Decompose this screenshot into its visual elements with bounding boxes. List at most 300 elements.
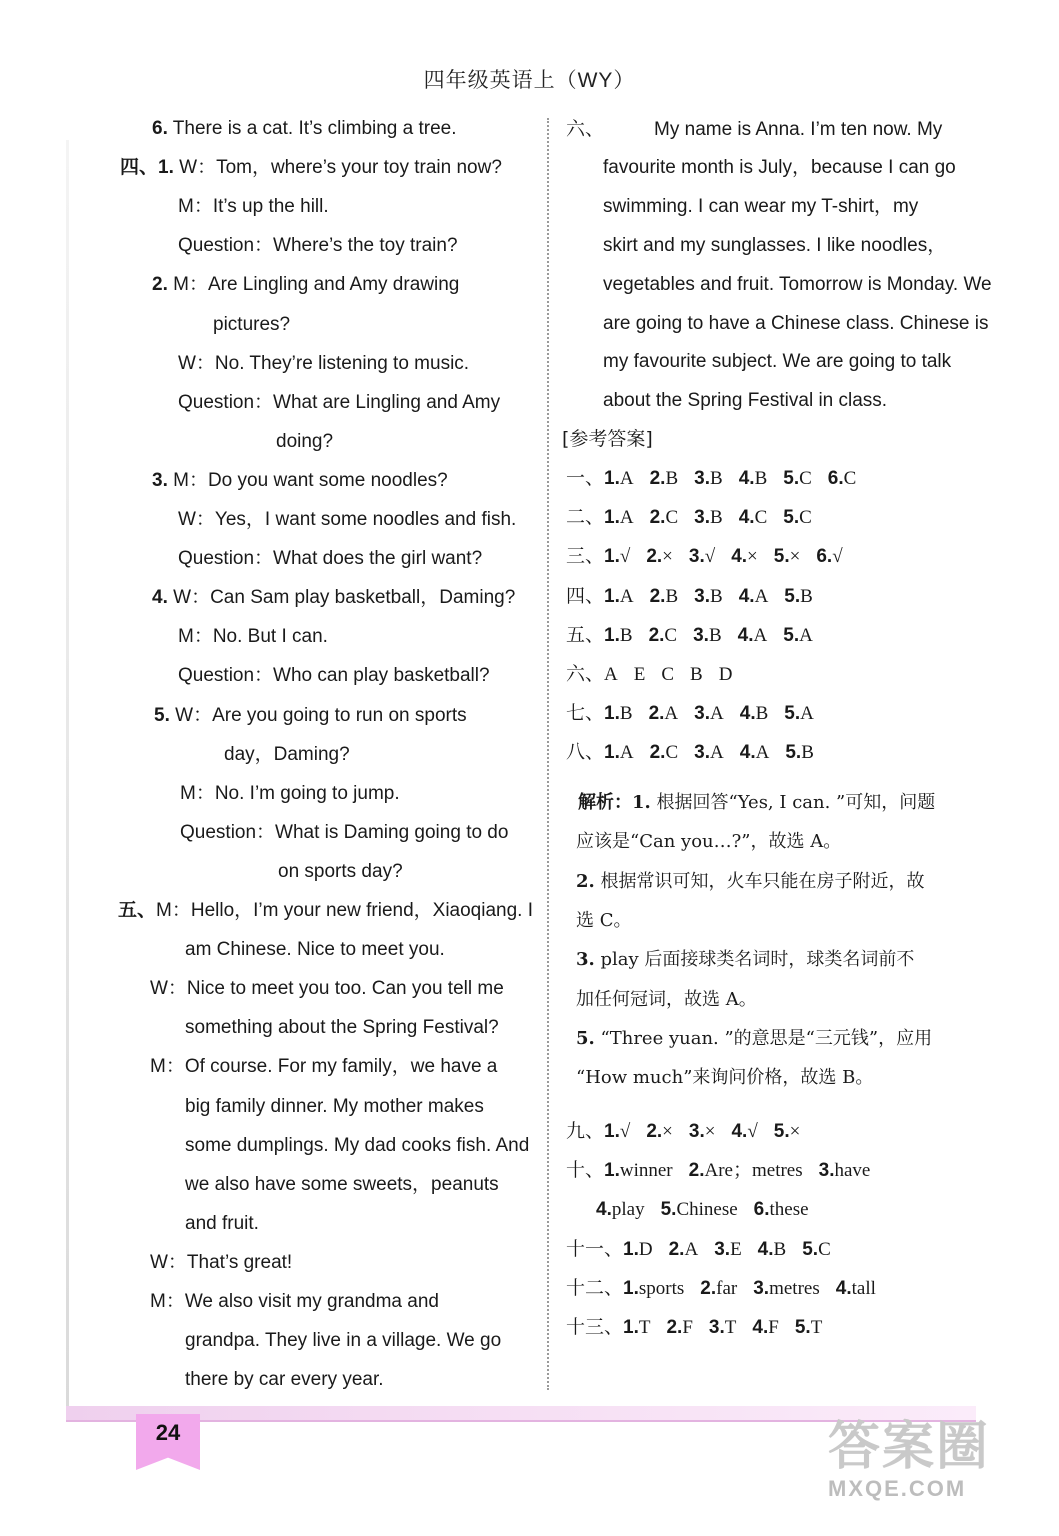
answer-number: 5. xyxy=(773,1121,790,1142)
section-marker: 十二、 xyxy=(566,1277,624,1299)
analysis-text: 加任何冠词，故选 A。 xyxy=(576,988,757,1010)
section-marker: 七、 xyxy=(566,702,605,725)
answer-row xyxy=(566,1118,816,1145)
left-line xyxy=(213,312,290,338)
answer-value: C xyxy=(665,507,679,529)
answer-number: 1. xyxy=(604,1160,620,1181)
analysis-marker: 解析：1. xyxy=(578,792,651,813)
answer-item xyxy=(604,664,618,685)
answer-item xyxy=(774,1121,801,1142)
answer-value: B xyxy=(800,585,813,607)
analysis-marker: 2. xyxy=(576,870,595,892)
analysis-line xyxy=(576,1026,932,1052)
left-line xyxy=(152,272,459,298)
answer-number: 1. xyxy=(604,468,620,489)
answer-item xyxy=(623,1239,653,1260)
answer-row xyxy=(566,1275,892,1302)
answer-value: B xyxy=(754,468,768,489)
left-line xyxy=(150,976,504,1002)
left-line xyxy=(178,233,458,259)
answer-number: 1. xyxy=(604,1121,620,1142)
answer-value: C xyxy=(843,468,857,489)
answer-item xyxy=(634,664,646,685)
left-line xyxy=(185,1094,484,1120)
answer-value: √ xyxy=(704,546,716,568)
answer-item xyxy=(836,1278,876,1299)
answer-value: A xyxy=(664,703,679,725)
answer-number: 5. xyxy=(783,507,800,529)
answer-item xyxy=(709,1317,736,1338)
analysis-marker: 5. xyxy=(576,1027,595,1049)
answer-value: A xyxy=(710,703,724,725)
answer-value: A xyxy=(754,585,769,607)
left-line xyxy=(185,1211,259,1237)
answer-item xyxy=(650,507,679,528)
answer-row xyxy=(566,504,828,531)
answer-number: 1. xyxy=(604,546,620,568)
left-line-text: Question：What is Daming going to do xyxy=(180,821,509,843)
answer-row xyxy=(566,465,872,492)
analysis-line xyxy=(576,908,632,934)
answer-item xyxy=(689,1121,716,1142)
answer-value: T xyxy=(724,1317,737,1338)
passage-text: about the Spring Festival in class. xyxy=(603,390,888,412)
answer-number: 5. xyxy=(783,624,800,646)
answer-row xyxy=(566,543,859,570)
answer-value: these xyxy=(769,1199,809,1220)
passage-text: My name is Anna. I’m ten now. My xyxy=(654,119,943,140)
answer-item xyxy=(739,507,768,528)
answer-number: 1. xyxy=(604,507,620,529)
answer-row xyxy=(566,583,829,610)
left-line xyxy=(185,937,445,963)
left-line-text: There is a cat. It’s climbing a tree. xyxy=(167,118,457,139)
answer-item xyxy=(802,1239,831,1260)
left-line-marker: 6. xyxy=(152,118,168,139)
analysis-text: “Three yuan. ”的意思是“三元钱”，应用 xyxy=(594,1027,933,1049)
analysis-line xyxy=(576,829,841,855)
watermark-url: MXQE.COM xyxy=(828,1476,967,1501)
left-line-marker: 4. xyxy=(152,587,168,609)
passage-text: are going to have a Chinese class. Chinese is xyxy=(603,312,989,334)
answer-number: 2. xyxy=(648,703,665,725)
section-marker: 八、 xyxy=(566,741,605,764)
passage-line xyxy=(603,155,956,181)
passage-text: vegetables and fruit. Tomorrow is Monday. We xyxy=(603,273,992,295)
left-line-marker: 五、 xyxy=(118,900,157,921)
answer-item xyxy=(661,664,674,685)
left-line-text: M：No. I’m going to jump. xyxy=(180,782,400,804)
answer-item xyxy=(739,586,769,607)
answer-value: A xyxy=(604,664,618,685)
answer-number: 5. xyxy=(794,1317,811,1338)
section-marker: 六、 xyxy=(566,118,605,140)
answer-value: F xyxy=(682,1317,693,1338)
answer-number: 5. xyxy=(660,1199,677,1220)
answer-row xyxy=(566,661,748,688)
answer-row xyxy=(566,700,830,727)
answer-item xyxy=(623,1317,650,1338)
answer-item xyxy=(649,625,678,646)
answer-item xyxy=(774,546,801,567)
answer-item xyxy=(666,1317,692,1338)
left-line-text: W：Yes，I want some noodles and fish. xyxy=(178,509,517,530)
left-line-text: W：Can Sam play basketball，Daming? xyxy=(167,587,516,609)
answer-item xyxy=(604,586,634,607)
left-line xyxy=(150,1250,292,1276)
left-line-text: Question：Who can play basketball? xyxy=(178,665,490,687)
left-line-text: big family dinner. My mother makes xyxy=(185,1095,484,1117)
answer-item xyxy=(661,1199,738,1220)
left-border xyxy=(66,140,69,1420)
answer-number: 2. xyxy=(649,468,666,489)
answer-item xyxy=(650,586,679,607)
answer-value: × xyxy=(662,1121,673,1142)
answer-item xyxy=(740,742,770,763)
answer-item xyxy=(604,468,634,489)
answer-number: 1. xyxy=(604,585,620,607)
left-line-text: grandpa. They live in a village. We go xyxy=(185,1330,502,1352)
answer-number: 2. xyxy=(648,624,665,646)
answer-item xyxy=(795,1317,822,1338)
answer-item xyxy=(783,625,813,646)
answer-number: 1. xyxy=(604,703,620,725)
left-line-text: pictures? xyxy=(213,313,291,335)
answer-value: B xyxy=(708,624,722,646)
left-line xyxy=(185,1172,499,1198)
answer-number: 2. xyxy=(646,546,663,568)
answer-number: 4. xyxy=(596,1199,612,1220)
answer-value: C xyxy=(661,664,675,685)
answer-item xyxy=(753,1278,820,1299)
section-marker: 十、 xyxy=(566,1159,605,1181)
answer-number: 2. xyxy=(700,1278,717,1299)
answer-value: B xyxy=(755,703,769,725)
answer-value: E xyxy=(633,664,646,685)
left-line xyxy=(178,194,329,220)
answer-item xyxy=(693,625,722,646)
answer-row xyxy=(566,739,830,766)
left-line-marker: 5. xyxy=(154,704,170,726)
answer-number: 6. xyxy=(753,1199,770,1220)
answer-value: × xyxy=(789,1121,801,1142)
answer-value: have xyxy=(834,1160,871,1181)
answer-item xyxy=(646,546,673,567)
answer-value: T xyxy=(638,1317,651,1338)
answer-value: A xyxy=(755,742,770,764)
answer-value: play xyxy=(611,1199,645,1220)
answer-value: × xyxy=(704,1121,716,1142)
answer-value: A xyxy=(619,585,634,607)
answer-item xyxy=(740,703,769,724)
answer-number: 2. xyxy=(649,507,666,529)
analysis-text: play 后面接球类名词时，球类名词前不 xyxy=(594,949,915,971)
answer-number: 3. xyxy=(688,1121,705,1142)
answer-value: T xyxy=(810,1317,823,1338)
answer-number: 5. xyxy=(773,546,790,568)
analysis-marker: 3. xyxy=(576,949,595,971)
answer-item xyxy=(738,625,768,646)
left-line xyxy=(185,1367,384,1393)
answer-item xyxy=(646,1121,673,1142)
answer-row xyxy=(566,1236,847,1263)
answer-value: F xyxy=(768,1317,779,1338)
answer-item xyxy=(816,546,842,567)
analysis-line xyxy=(578,790,935,816)
watermark-logo: 答案圈 xyxy=(828,1418,991,1476)
left-line xyxy=(178,351,469,377)
left-line xyxy=(150,1289,439,1315)
answer-number: 3. xyxy=(714,1239,731,1260)
answer-number: 2. xyxy=(649,742,666,764)
answer-value: √ xyxy=(747,1121,758,1142)
left-line-text: on sports day? xyxy=(278,860,403,882)
answer-item xyxy=(689,546,715,567)
section-marker: 二、 xyxy=(566,506,605,529)
left-line xyxy=(152,585,515,611)
left-line xyxy=(154,703,467,729)
answer-number: 5. xyxy=(785,742,802,764)
answer-value: B xyxy=(690,664,703,685)
left-line xyxy=(278,859,403,885)
answer-item xyxy=(690,664,703,685)
left-line-text: W：Tom，where’s your toy train now? xyxy=(173,157,502,179)
answer-item xyxy=(739,468,768,489)
answer-value: metres xyxy=(769,1278,820,1299)
left-line xyxy=(224,742,350,768)
answer-value: B xyxy=(665,585,679,607)
left-line xyxy=(178,663,490,689)
passage-line xyxy=(603,194,918,220)
section-marker: 十一、 xyxy=(566,1238,624,1260)
answer-value: winner xyxy=(619,1160,673,1181)
answer-value: √ xyxy=(619,546,631,568)
left-line xyxy=(180,781,400,807)
passage-text: favourite month is July，because I can go xyxy=(603,156,956,178)
answer-value: D xyxy=(718,664,733,685)
answer-item xyxy=(604,742,634,763)
analysis-text: 应该是“Can you…?”，故选 A。 xyxy=(576,831,842,853)
passage-line xyxy=(566,116,942,143)
answers-heading: [参考答案] xyxy=(562,428,653,450)
left-line-text: am Chinese. Nice to meet you. xyxy=(185,939,445,961)
left-line xyxy=(120,155,502,181)
section-marker: 一、 xyxy=(566,467,605,489)
answer-number: 4. xyxy=(731,1121,748,1142)
answer-item xyxy=(604,703,633,724)
answer-item xyxy=(784,703,814,724)
analysis-line xyxy=(576,947,914,973)
answer-value: far xyxy=(716,1278,738,1299)
passage-line xyxy=(603,311,989,337)
section-marker: 四、 xyxy=(566,584,605,607)
answer-item xyxy=(694,586,723,607)
answer-value: A xyxy=(619,468,634,489)
answer-value: C xyxy=(818,1239,831,1260)
left-line xyxy=(185,1328,501,1354)
answer-item xyxy=(731,546,758,567)
answer-item xyxy=(714,1239,741,1260)
answer-number: 4. xyxy=(738,468,755,489)
left-line xyxy=(178,390,500,416)
answer-number: 2. xyxy=(668,1239,685,1260)
left-line-text: some dumplings. My dad cooks fish. And xyxy=(185,1134,530,1156)
answer-item xyxy=(785,742,814,763)
answer-value: √ xyxy=(832,546,843,568)
answer-value: × xyxy=(789,546,801,568)
left-line xyxy=(180,820,508,846)
answer-number: 4. xyxy=(739,742,756,764)
left-line xyxy=(185,1133,529,1159)
left-line-text: M：It’s up the hill. xyxy=(178,196,329,218)
answer-row xyxy=(596,1197,825,1223)
analysis-text: “How much”来询问价格，故选 B。 xyxy=(576,1067,874,1089)
answer-number: 3. xyxy=(818,1160,835,1181)
left-line-text: W：That’s great! xyxy=(150,1251,293,1273)
answer-number: 3. xyxy=(753,1278,770,1299)
answer-number: 4. xyxy=(738,507,755,529)
answer-value: tall xyxy=(851,1278,876,1299)
answer-number: 3. xyxy=(694,585,711,607)
answer-number: 2. xyxy=(688,1160,705,1181)
left-line-marker: 四、1. xyxy=(120,157,174,179)
answer-item xyxy=(819,1160,871,1181)
answer-item xyxy=(689,1160,803,1181)
left-line-text: there by car every year. xyxy=(185,1369,384,1391)
answer-value: B xyxy=(619,703,633,725)
left-line-text: doing? xyxy=(276,430,334,452)
answer-item xyxy=(650,742,679,763)
answer-number: 5. xyxy=(784,703,801,725)
answer-item xyxy=(719,664,733,685)
answer-number: 3. xyxy=(694,507,711,529)
answer-row xyxy=(566,622,829,649)
answer-number: 1. xyxy=(623,1278,639,1299)
answer-number: 1. xyxy=(623,1317,639,1338)
answer-number: 5. xyxy=(784,585,801,607)
answer-item xyxy=(604,546,630,567)
left-line xyxy=(118,898,533,924)
passage-line xyxy=(603,388,887,414)
left-line-text: M：Do you want some noodles? xyxy=(167,469,448,491)
answer-number: 1. xyxy=(604,624,620,646)
answer-value: × xyxy=(662,546,673,568)
answer-number: 3. xyxy=(708,1317,725,1338)
left-line xyxy=(276,429,333,455)
answer-value: B xyxy=(710,585,723,607)
answer-value: C xyxy=(664,624,678,646)
answer-value: A xyxy=(684,1239,699,1260)
left-line-marker: 3. xyxy=(152,469,168,491)
answer-item xyxy=(604,1160,673,1181)
answer-item xyxy=(694,507,723,528)
answer-value: A xyxy=(800,703,814,725)
column-divider xyxy=(547,118,549,1390)
section-marker: 九、 xyxy=(566,1120,605,1142)
answer-value: B xyxy=(665,468,679,489)
answer-value: A xyxy=(619,742,634,764)
answer-value: B xyxy=(710,507,723,529)
left-line xyxy=(185,1015,499,1041)
answer-number: 4. xyxy=(738,585,755,607)
answer-item xyxy=(604,507,634,528)
answer-item xyxy=(694,703,724,724)
answer-number: 4. xyxy=(739,703,756,725)
left-line-text: Question：What are Lingling and Amy xyxy=(178,391,501,413)
left-line-text: we also have some sweets，peanuts xyxy=(185,1173,499,1195)
left-line-text: something about the Spring Festival? xyxy=(185,1017,499,1039)
passage-text: swimming. I can wear my T-shirt，my xyxy=(603,195,919,217)
answer-value: E xyxy=(730,1239,742,1260)
answer-item xyxy=(783,468,812,489)
answer-value: sports xyxy=(638,1278,685,1299)
left-line-text: M：Are Lingling and Amy drawing xyxy=(167,274,460,296)
left-line-text: Question：Where’s the toy train? xyxy=(178,235,458,257)
passage-text: skirt and my sunglasses. I like noodles， xyxy=(603,234,947,256)
answer-item xyxy=(596,1199,645,1220)
analysis-text: 选 C。 xyxy=(576,909,632,931)
section-marker: 五、 xyxy=(566,623,605,646)
answer-number: 4. xyxy=(757,1239,774,1260)
answer-value: A xyxy=(753,624,768,646)
answer-item xyxy=(731,1121,757,1142)
answer-item xyxy=(758,1239,787,1260)
answer-item xyxy=(604,625,633,646)
answer-number: 3. xyxy=(694,742,711,764)
left-line xyxy=(178,624,328,650)
left-line-text: W：Nice to meet you too. Can you tell me xyxy=(150,978,504,1000)
section-marker: 十三、 xyxy=(566,1316,624,1338)
page-number: 24 xyxy=(155,1420,181,1445)
left-line-text: M：No. But I can. xyxy=(178,626,328,648)
left-line-text: day，Daming? xyxy=(224,743,350,765)
left-line-text: M：Hello，I’m your new friend，Xiaoqiang. I xyxy=(156,900,534,921)
answer-number: 4. xyxy=(731,546,748,568)
answer-value: B xyxy=(773,1239,787,1260)
answer-value: A xyxy=(710,742,724,764)
analysis-line xyxy=(576,869,925,895)
analysis-line xyxy=(576,1065,873,1091)
watermark xyxy=(828,1418,1053,1528)
answer-number: 5. xyxy=(783,468,800,489)
answer-item xyxy=(650,468,679,489)
answer-item xyxy=(694,742,724,763)
answer-value: C xyxy=(799,468,812,489)
answer-value: × xyxy=(747,546,758,568)
section-marker: 三、 xyxy=(566,545,605,568)
left-line-text: W：Are you going to run on sports xyxy=(169,704,467,726)
left-line-text: W：No. They’re listening to music. xyxy=(178,352,470,374)
answer-row xyxy=(566,1157,886,1184)
answer-number: 6. xyxy=(816,546,833,568)
answer-value: C xyxy=(665,742,679,764)
answer-item xyxy=(649,703,679,724)
left-line-text: M：Of course. For my family，we have a xyxy=(150,1056,498,1078)
left-line xyxy=(152,116,457,142)
answer-item xyxy=(623,1278,684,1299)
answer-number: 1. xyxy=(623,1239,639,1260)
answer-value: Are；metres xyxy=(704,1160,803,1181)
analysis-line xyxy=(576,987,757,1013)
answer-value: C xyxy=(754,507,768,529)
answer-number: 6. xyxy=(827,468,844,489)
answer-value: A xyxy=(799,624,813,646)
answer-item xyxy=(784,586,813,607)
answer-number: 4. xyxy=(737,624,754,646)
answer-value: A xyxy=(619,507,634,529)
answer-value: D xyxy=(638,1239,653,1260)
answer-item xyxy=(694,468,723,489)
